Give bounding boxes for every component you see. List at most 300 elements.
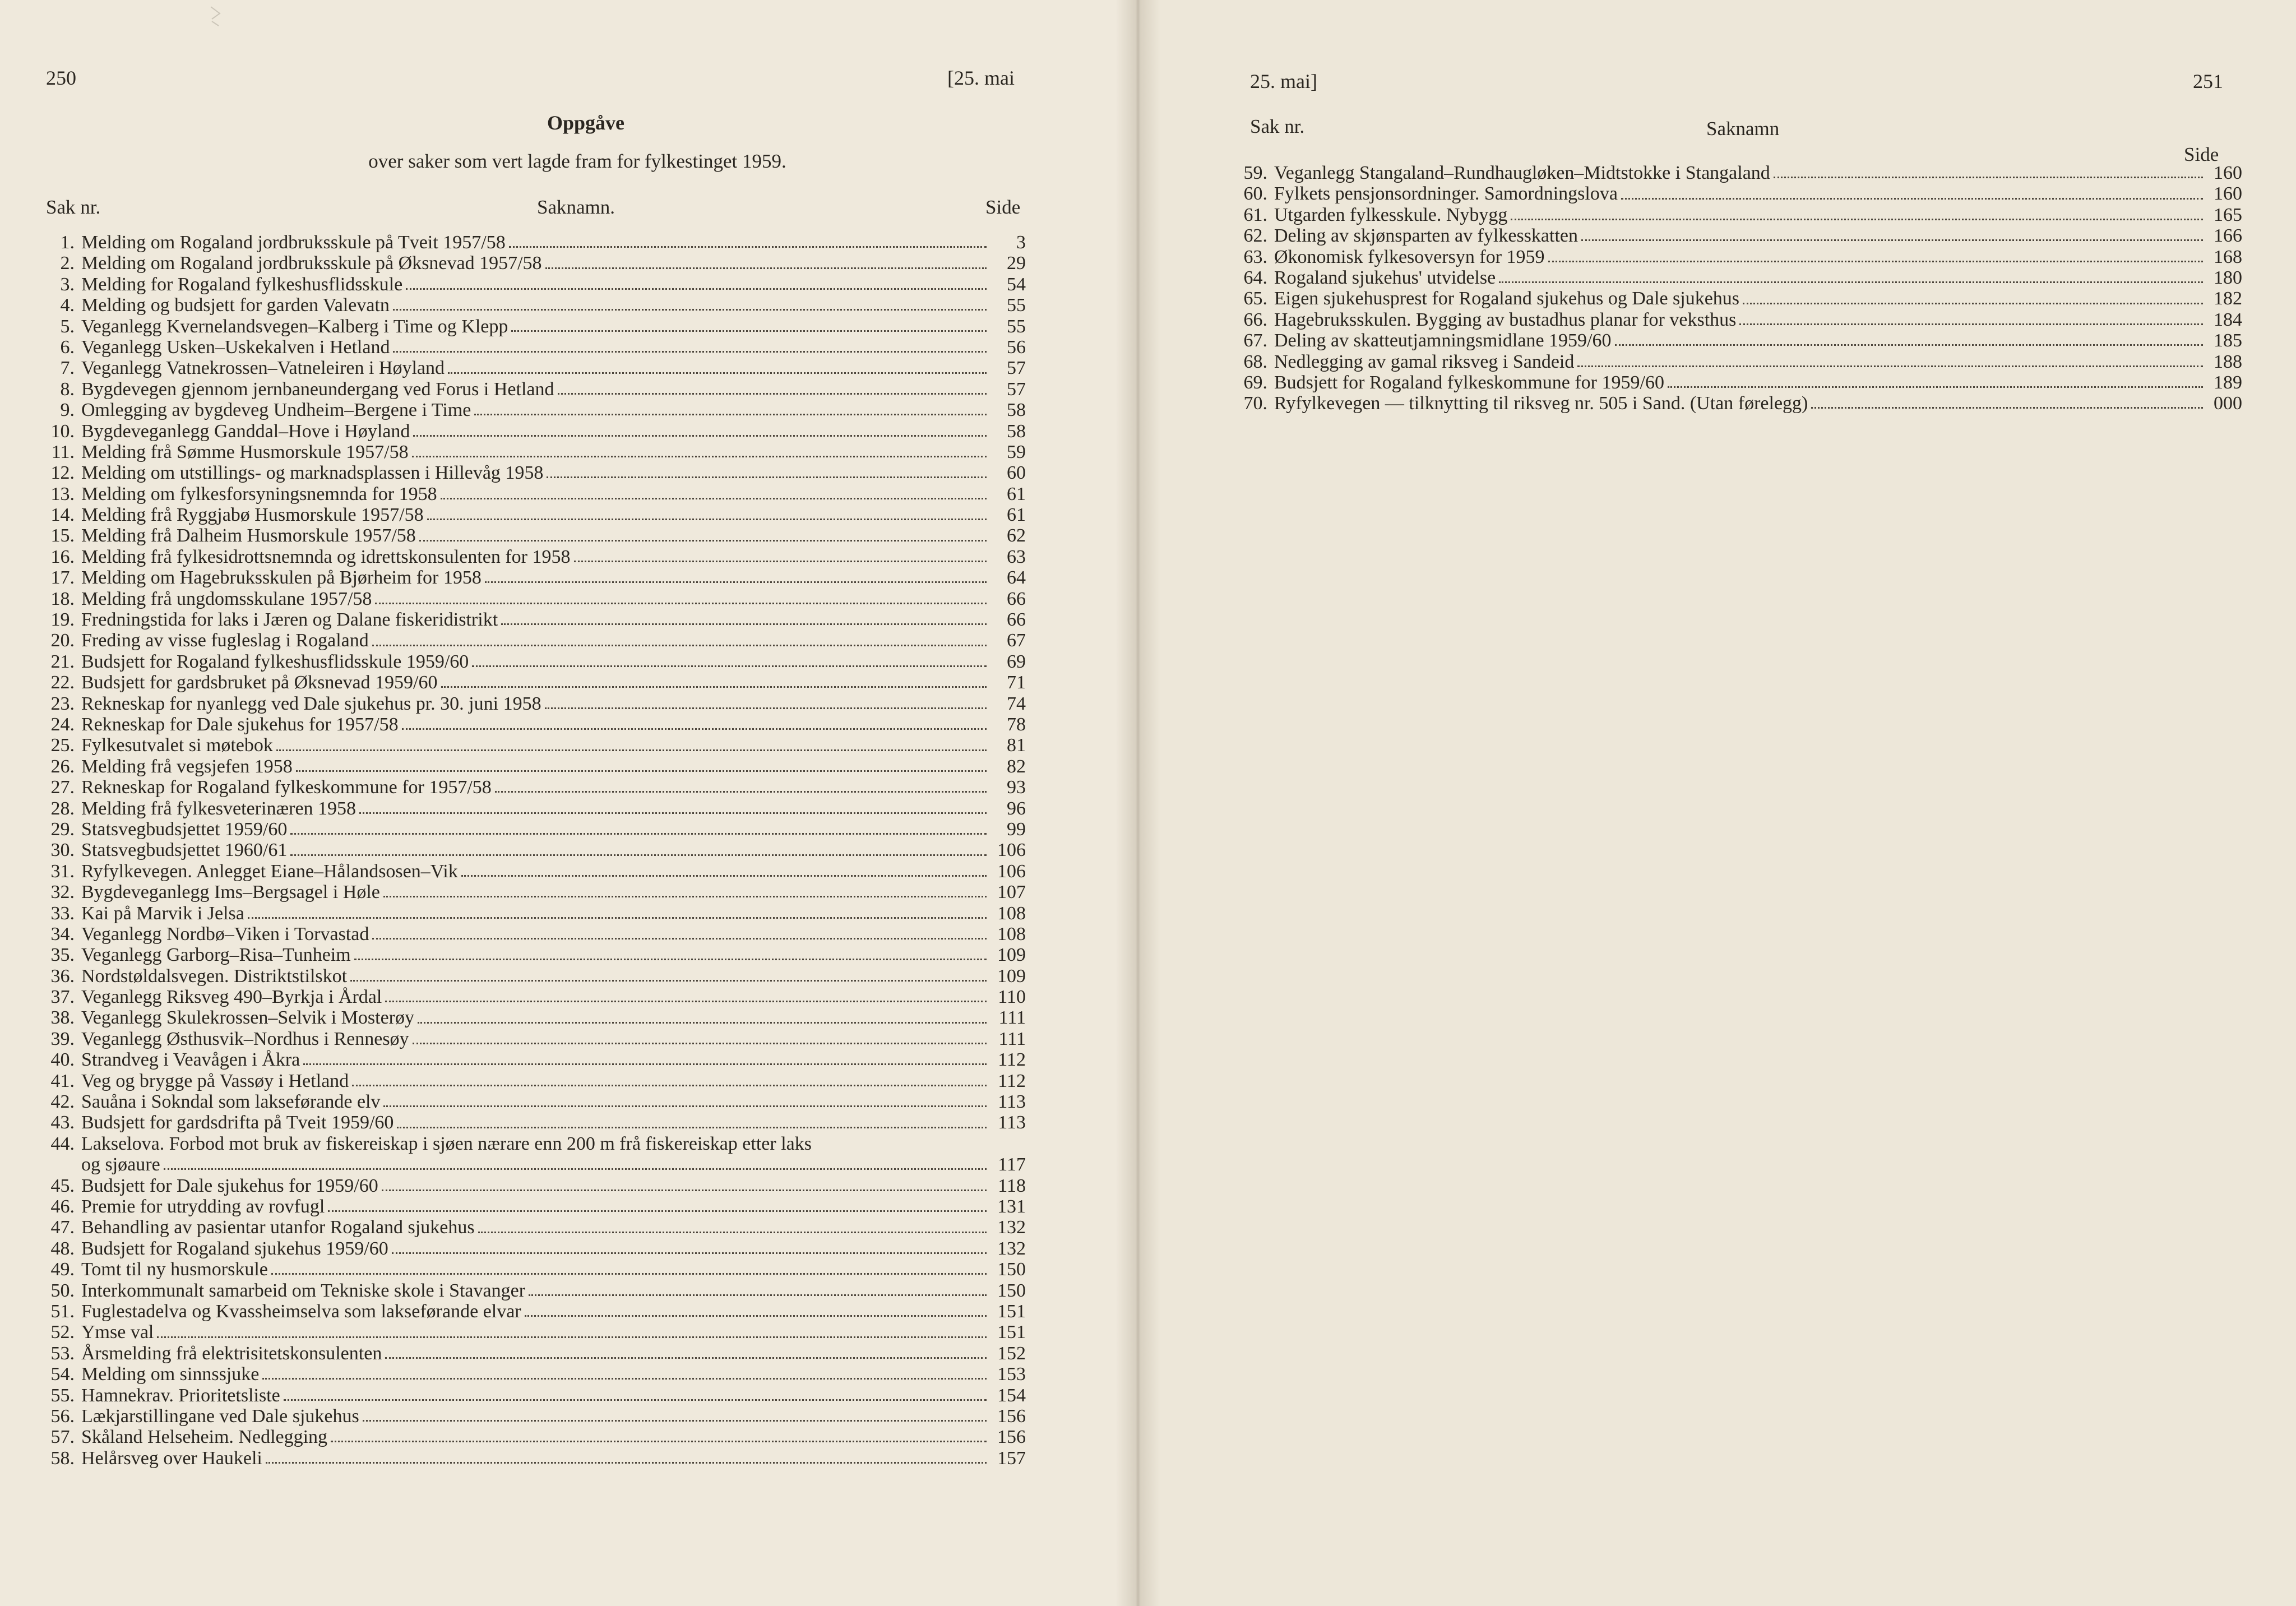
page-reference: 66	[1007, 588, 1026, 609]
page-reference: 107	[997, 882, 1026, 903]
dot-leader	[418, 1022, 987, 1024]
page-reference: 55	[1007, 295, 1026, 316]
dot-leader	[1668, 386, 2203, 388]
dot-leader	[392, 1252, 987, 1254]
sak-title: Veganlegg Usken–Uskekalven i Hetland	[81, 336, 390, 358]
list-item	[1210, 393, 2242, 414]
sak-title: Statsvegbudsjettet 1960/61	[81, 840, 288, 861]
dot-leader	[1581, 239, 2203, 241]
sak-number: 6.	[60, 336, 75, 358]
dot-leader	[419, 540, 987, 541]
pencil-mark	[209, 4, 224, 27]
sak-number: 25.	[50, 735, 75, 756]
sak-number: 56.	[50, 1405, 75, 1427]
sak-number: 26.	[50, 756, 75, 777]
sak-title: Omlegging av bygdeveg Undheim–Bergene i Time	[81, 400, 471, 421]
sak-title: Budsjett for Rogaland sjukehus 1959/60	[81, 1238, 388, 1259]
page-reference: 131	[997, 1196, 1026, 1217]
dot-leader	[558, 393, 987, 395]
sak-number: 17.	[50, 567, 75, 589]
sak-number: 43.	[50, 1112, 75, 1133]
list-item	[17, 819, 1026, 840]
list-item	[17, 1448, 1026, 1469]
dot-leader	[574, 561, 987, 562]
sak-number: 70.	[1243, 393, 1267, 414]
dot-leader	[441, 686, 987, 688]
dot-leader	[1739, 323, 2203, 325]
sak-number: 9.	[60, 400, 75, 421]
sak-number: 24.	[50, 714, 75, 735]
dot-leader	[354, 959, 987, 960]
dot-leader	[385, 1001, 987, 1002]
page-reference: 74	[1007, 693, 1026, 714]
sak-title: Tomt til ny husmorskule	[81, 1259, 268, 1280]
sak-number: 48.	[50, 1238, 75, 1259]
sak-title: Rekneskap for Dale sjukehus for 1957/58	[81, 714, 399, 735]
sak-number: 2.	[60, 253, 75, 274]
page-reference: 117	[998, 1154, 1026, 1175]
sak-title: Veganlegg Kvernelandsvegen–Kalberg i Time og Klepp	[81, 316, 508, 337]
dot-leader	[331, 1441, 987, 1442]
sak-number: 62.	[1243, 225, 1267, 247]
list-item	[17, 1406, 1026, 1427]
dot-leader	[448, 372, 987, 374]
sak-title: Melding frå Ryggjabø Husmorskule 1957/58	[81, 505, 424, 526]
page-number: 251	[2193, 70, 2223, 92]
sak-title: Deling av skjønsparten av fylkesskatten	[1274, 225, 1578, 247]
dot-leader	[1615, 344, 2203, 346]
page-reference: 152	[997, 1343, 1026, 1364]
list-item	[17, 924, 1026, 945]
list-item	[17, 1071, 1026, 1091]
sak-number: 49.	[50, 1259, 75, 1280]
column-header-name: Saknamn	[1706, 118, 1780, 140]
sak-number: 3.	[60, 274, 75, 295]
sak-number: 41.	[50, 1070, 75, 1091]
sak-number: 66.	[1243, 309, 1267, 330]
sak-number: 59.	[1243, 163, 1267, 183]
list-item	[17, 1385, 1026, 1406]
sak-number: 63.	[1243, 246, 1267, 267]
sak-number: 4.	[60, 295, 75, 316]
page-reference: 000	[2214, 393, 2242, 414]
list-item	[17, 567, 1026, 588]
sak-title: Premie for utrydding av rovfugl	[81, 1196, 325, 1217]
page-reference: 54	[1007, 274, 1026, 295]
sak-number: 61.	[1243, 204, 1267, 225]
page-reference: 29	[1007, 253, 1026, 274]
sak-number: 54.	[50, 1364, 75, 1385]
page-number: 250	[46, 67, 76, 89]
page-reference: 156	[997, 1405, 1026, 1427]
list-item	[17, 798, 1026, 819]
list-item	[1210, 183, 2242, 204]
sak-title: Veganlegg Skulekrossen–Selvik i Mosterøy	[81, 1007, 414, 1029]
sak-number: 44.	[50, 1133, 75, 1154]
dot-leader	[1499, 281, 2203, 283]
list-item	[1210, 372, 2242, 393]
list-item	[17, 777, 1026, 798]
sak-number: 11.	[51, 441, 75, 462]
sak-number: 8.	[60, 378, 75, 400]
sak-number: 16.	[50, 546, 75, 567]
saker-list-left	[17, 232, 1026, 1469]
list-item	[1210, 225, 2242, 246]
header-date: [25. mai	[947, 67, 1015, 89]
page-reference: 151	[997, 1322, 1026, 1343]
sak-number: 55.	[50, 1385, 75, 1406]
page-reference: 78	[1007, 714, 1026, 735]
dot-leader	[547, 476, 987, 478]
dot-leader	[375, 603, 987, 604]
dot-leader	[441, 498, 987, 499]
sak-title: Budsjett for Rogaland fylkeshusflidsskule 1959/60	[81, 651, 469, 672]
sak-title: Melding frå fylkesidrottsnemnda og idrettskonsulenten for 1958	[81, 546, 571, 567]
sak-title: Rekneskap for nyanlegg ved Dale sjukehus pr. 30. juni 1958	[81, 693, 541, 714]
sak-number: 14.	[50, 505, 75, 526]
dot-leader	[271, 1273, 987, 1275]
sak-title: Budsjett for gardsdrifta på Tveit 1959/60	[81, 1112, 394, 1133]
list-item	[17, 609, 1026, 630]
dot-leader	[397, 1127, 987, 1128]
dot-leader	[276, 749, 987, 751]
sak-number: 21.	[50, 651, 75, 672]
list-item	[17, 462, 1026, 483]
sak-title: Helårsveg over Haukeli	[81, 1447, 262, 1469]
sak-number: 35.	[50, 945, 75, 966]
page-reference: 57	[1007, 378, 1026, 400]
list-item	[1210, 205, 2242, 225]
page-reference: 60	[1007, 462, 1026, 484]
list-item	[17, 400, 1026, 420]
list-item	[17, 1133, 1026, 1175]
page-reference: 67	[1007, 630, 1026, 651]
dot-leader	[525, 1315, 987, 1317]
saker-list-right	[1210, 163, 2242, 414]
right-page	[1138, 0, 2296, 1606]
sak-title: Bygdevegen gjennom jernbaneundergang ved Forus i Hetland	[81, 378, 554, 400]
list-item	[17, 1322, 1026, 1343]
page-reference: 188	[2214, 351, 2242, 372]
dot-leader	[402, 728, 987, 730]
page-reference: 109	[997, 965, 1026, 987]
sak-title: Kai på Marvik i Jelsa	[81, 902, 244, 924]
list-item	[17, 232, 1026, 253]
dot-leader	[363, 1420, 987, 1422]
list-item	[17, 693, 1026, 714]
sak-number: 30.	[50, 840, 75, 861]
page-reference: 58	[1007, 420, 1026, 442]
page-reference: 61	[1007, 505, 1026, 526]
sak-title: Ryfylkevegen — tilknytting til riksveg nr. 505 i Sand. (Utan førelegg)	[1274, 393, 1808, 414]
page-reference: 151	[997, 1300, 1026, 1322]
dot-leader	[157, 1336, 987, 1338]
dot-leader	[461, 875, 987, 877]
sak-number: 42.	[50, 1091, 75, 1113]
sak-title: Veganlegg Østhusvik–Nordhus i Rennesøy	[81, 1028, 409, 1049]
sak-number: 23.	[50, 693, 75, 714]
page-reference: 165	[2214, 204, 2242, 225]
sak-title: Budsjett for gardsbruket på Øksnevad 1959/60	[81, 672, 438, 693]
sak-title: Rogaland sjukehus' utvidelse	[1274, 267, 1496, 288]
sak-title: Behandling av pasientar utanfor Rogaland sjukehus	[81, 1217, 475, 1238]
sak-number: 7.	[60, 358, 75, 379]
list-item	[17, 1049, 1026, 1070]
page-reference: 160	[2214, 163, 2242, 183]
sak-number: 29.	[50, 818, 75, 840]
list-item	[17, 421, 1026, 442]
sak-number: 36.	[50, 965, 75, 987]
page-reference: 168	[2214, 246, 2242, 267]
list-item	[17, 945, 1026, 965]
dot-leader	[352, 1085, 987, 1086]
dot-leader	[529, 1294, 987, 1296]
page-reference: 71	[1007, 672, 1026, 693]
list-item	[17, 672, 1026, 693]
sak-number: 15.	[50, 525, 75, 547]
list-item	[17, 505, 1026, 525]
page-reference: 185	[2214, 330, 2242, 351]
dot-leader	[1743, 303, 2203, 304]
sak-number: 40.	[50, 1049, 75, 1071]
list-item	[17, 1029, 1026, 1049]
list-item	[17, 1196, 1026, 1217]
sak-title: Nedlegging av gamal riksveg i Sandeid	[1274, 351, 1575, 372]
dot-leader	[413, 1043, 987, 1044]
left-page	[0, 0, 1138, 1606]
sak-title: Melding om Rogaland jordbruksskule på Øksnevad 1957/58	[81, 253, 542, 274]
list-item	[17, 547, 1026, 567]
sak-title: Budsjett for Rogaland fylkeskommune for 1959/60	[1274, 372, 1664, 393]
list-item	[17, 1364, 1026, 1385]
dot-leader	[303, 1063, 987, 1065]
sak-number: 32.	[50, 882, 75, 903]
sak-title: Statsvegbudsjettet 1959/60	[81, 818, 288, 840]
dot-leader	[1548, 261, 2203, 262]
page-reference: 96	[1007, 798, 1026, 819]
sak-title: Melding om Hagebruksskulen på Bjørheim for 1958	[81, 567, 482, 589]
sak-title: Økonomisk fylkesoversyn for 1959	[1274, 246, 1545, 267]
dot-leader	[284, 1399, 987, 1401]
sak-title-continued: og sjøaure	[81, 1154, 160, 1175]
list-item	[17, 987, 1026, 1007]
dot-leader	[413, 435, 987, 437]
list-item	[17, 903, 1026, 924]
dot-leader	[545, 267, 987, 269]
dot-leader	[1511, 219, 2203, 220]
dot-leader	[372, 645, 987, 646]
sak-title: Bygdeveganlegg Ganddal–Hove i Høyland	[81, 420, 410, 442]
page-reference: 99	[1007, 818, 1026, 840]
sak-number: 20.	[50, 630, 75, 651]
dot-leader	[262, 1378, 987, 1380]
list-item	[17, 756, 1026, 777]
sak-title: Melding for Rogaland fylkeshusflidsskule	[81, 274, 403, 295]
page-reference: 63	[1007, 546, 1026, 567]
sak-title: Lakselova. Forbod mot bruk av fiskereiskap i sjøen nærare enn 200 m frå fiskereiskap etter laks	[81, 1133, 812, 1154]
dot-leader	[382, 1190, 987, 1191]
page-reference: 59	[1007, 441, 1026, 462]
list-item	[17, 484, 1026, 505]
dot-leader	[474, 414, 987, 415]
list-item	[17, 274, 1026, 295]
list-item	[1210, 309, 2242, 330]
list-item	[1210, 351, 2242, 372]
dot-leader	[385, 1357, 987, 1359]
list-item	[17, 1217, 1026, 1238]
page-reference: 154	[997, 1385, 1026, 1406]
page-reference: 110	[998, 987, 1026, 1008]
list-item	[17, 1301, 1026, 1322]
page-reference: 157	[997, 1447, 1026, 1469]
dot-leader	[359, 812, 987, 814]
dot-leader	[501, 623, 987, 625]
dot-leader	[296, 770, 987, 772]
list-item	[1210, 288, 2242, 309]
sak-number: 18.	[50, 588, 75, 609]
sak-number: 27.	[50, 777, 75, 798]
sak-title: Melding om Rogaland jordbruksskule på Tveit 1957/58	[81, 232, 506, 253]
sak-number: 37.	[50, 987, 75, 1008]
sak-title: Melding om utstillings- og marknadsplassen i Hillevåg 1958	[81, 462, 544, 484]
dot-leader	[478, 1232, 987, 1233]
page-reference: 153	[997, 1364, 1026, 1385]
dot-leader	[1577, 365, 2203, 367]
list-item	[17, 358, 1026, 378]
sak-title: Deling av skatteutjamningsmidlane 1959/60	[1274, 330, 1612, 351]
page-reference: 111	[998, 1007, 1026, 1029]
list-item	[1210, 247, 2242, 267]
dot-leader	[545, 707, 987, 709]
sak-title: Rekneskap for Rogaland fylkeskommune for 1957/58	[81, 777, 492, 798]
column-header-sak: Sak nr.	[1250, 115, 1305, 137]
list-item	[17, 1007, 1026, 1028]
dot-leader	[495, 791, 987, 793]
sak-number: 65.	[1243, 288, 1267, 309]
dot-leader	[372, 938, 987, 939]
sak-title: Budsjett for Dale sjukehus for 1959/60	[81, 1175, 378, 1196]
list-item	[17, 651, 1026, 672]
sak-number: 53.	[50, 1343, 75, 1364]
sak-title: Interkommunalt samarbeid om Tekniske skole i Stavanger	[81, 1280, 526, 1301]
sak-title: Veganlegg Stangaland–Rundhaugløken–Midtstokke i Stangaland	[1274, 163, 1770, 183]
list-item	[17, 630, 1026, 651]
page-reference: 160	[2214, 183, 2242, 205]
list-item	[17, 1280, 1026, 1301]
list-item	[17, 1238, 1026, 1259]
sak-title: Melding frå Dalheim Husmorskule 1957/58	[81, 525, 416, 547]
sak-number: 31.	[50, 860, 75, 882]
sak-number: 51.	[50, 1300, 75, 1322]
dot-leader	[406, 288, 987, 290]
list-item	[17, 1175, 1026, 1196]
sak-number: 28.	[50, 798, 75, 819]
dot-leader	[412, 456, 987, 457]
page-reference: 108	[997, 902, 1026, 924]
page-reference: 58	[1007, 400, 1026, 421]
sak-title: Skåland Helseheim. Nedlegging	[81, 1427, 328, 1448]
sak-title: Lækjarstillingane ved Dale sjukehus	[81, 1405, 359, 1427]
sak-title: Fredningstida for laks i Jæren og Dalane fiskeridistrikt	[81, 609, 498, 631]
dot-leader	[248, 917, 987, 919]
list-item	[17, 882, 1026, 902]
sak-title: Fuglestadelva og Kvassheimselva som lakseførande elvar	[81, 1300, 521, 1322]
dot-leader	[383, 1105, 987, 1107]
list-item	[17, 379, 1026, 400]
list-item	[17, 1091, 1026, 1112]
sak-title: Melding om sinnssjuke	[81, 1364, 260, 1385]
dot-leader	[350, 980, 987, 982]
list-item	[17, 840, 1026, 860]
sak-title: Fylkesutvalet si møtebok	[81, 735, 273, 756]
page-reference: 61	[1007, 483, 1026, 505]
list-item	[17, 714, 1026, 735]
sak-number: 47.	[50, 1217, 75, 1238]
page-title: Oppgåve	[547, 112, 625, 134]
sak-number: 52.	[50, 1322, 75, 1343]
dot-leader	[328, 1210, 987, 1212]
page-reference: 113	[998, 1112, 1026, 1133]
page-reference: 66	[1007, 609, 1026, 631]
page-reference: 55	[1007, 316, 1026, 337]
sak-number: 69.	[1243, 372, 1267, 393]
sak-title: Årsmelding frå elektrisitetskonsulenten	[81, 1343, 382, 1364]
sak-title: Ymse val	[81, 1322, 154, 1343]
sak-title: Hagebruksskulen. Bygging av bustadhus planar for veksthus	[1274, 309, 1737, 330]
dot-leader	[290, 854, 987, 856]
sak-title: Sauåna i Sokndal som lakseførande elv	[81, 1091, 381, 1113]
sak-number: 67.	[1243, 330, 1267, 351]
sak-title: Utgarden fylkesskule. Nybygg	[1274, 204, 1508, 225]
list-item	[17, 1112, 1026, 1133]
page-reference: 109	[997, 945, 1026, 966]
sak-title: Melding frå fylkesveterinæren 1958	[81, 798, 357, 819]
sak-number: 34.	[50, 923, 75, 945]
page-reference: 62	[1007, 525, 1026, 547]
dot-leader	[290, 833, 987, 835]
sak-title: Melding frå ungdomsskulane 1957/58	[81, 588, 372, 609]
sak-number: 68.	[1243, 351, 1267, 372]
sak-title: Eigen sjukehusprest for Rogaland sjukehus og Dale sjukehus	[1274, 288, 1740, 309]
page-reference: 56	[1007, 336, 1026, 358]
list-item	[1210, 330, 2242, 351]
sak-title: Veganlegg Vatnekrossen–Vatneleiren i Høyland	[81, 358, 445, 379]
list-item	[17, 1343, 1026, 1364]
page-reference: 150	[997, 1280, 1026, 1301]
page-reference: 106	[997, 840, 1026, 861]
dot-leader	[1621, 198, 2203, 200]
dot-leader	[266, 1462, 987, 1464]
sak-title: Ryfylkevegen. Anlegget Eiane–Hålandsosen–Vik	[81, 860, 458, 882]
list-item	[17, 295, 1026, 316]
list-item	[17, 735, 1026, 756]
dot-leader	[1774, 177, 2203, 178]
page-reference: 57	[1007, 358, 1026, 379]
sak-title: Nordstøldalsvegen. Distriktstilskot	[81, 965, 348, 987]
page-reference: 132	[997, 1238, 1026, 1259]
header-date: 25. mai]	[1250, 70, 1317, 92]
page-reference: 108	[997, 923, 1026, 945]
sak-title: Bygdeveganlegg Ims–Bergsagel i Høle	[81, 882, 380, 903]
dot-leader	[509, 246, 987, 248]
sak-title: Melding frå Sømme Husmorskule 1957/58	[81, 441, 409, 462]
page-reference: 69	[1007, 651, 1026, 672]
list-item	[17, 316, 1026, 337]
dot-leader	[383, 896, 987, 897]
page-reference: 93	[1007, 777, 1026, 798]
sak-title: Melding om fylkesforsyningsnemnda for 1958	[81, 483, 437, 505]
dot-leader	[164, 1168, 987, 1170]
